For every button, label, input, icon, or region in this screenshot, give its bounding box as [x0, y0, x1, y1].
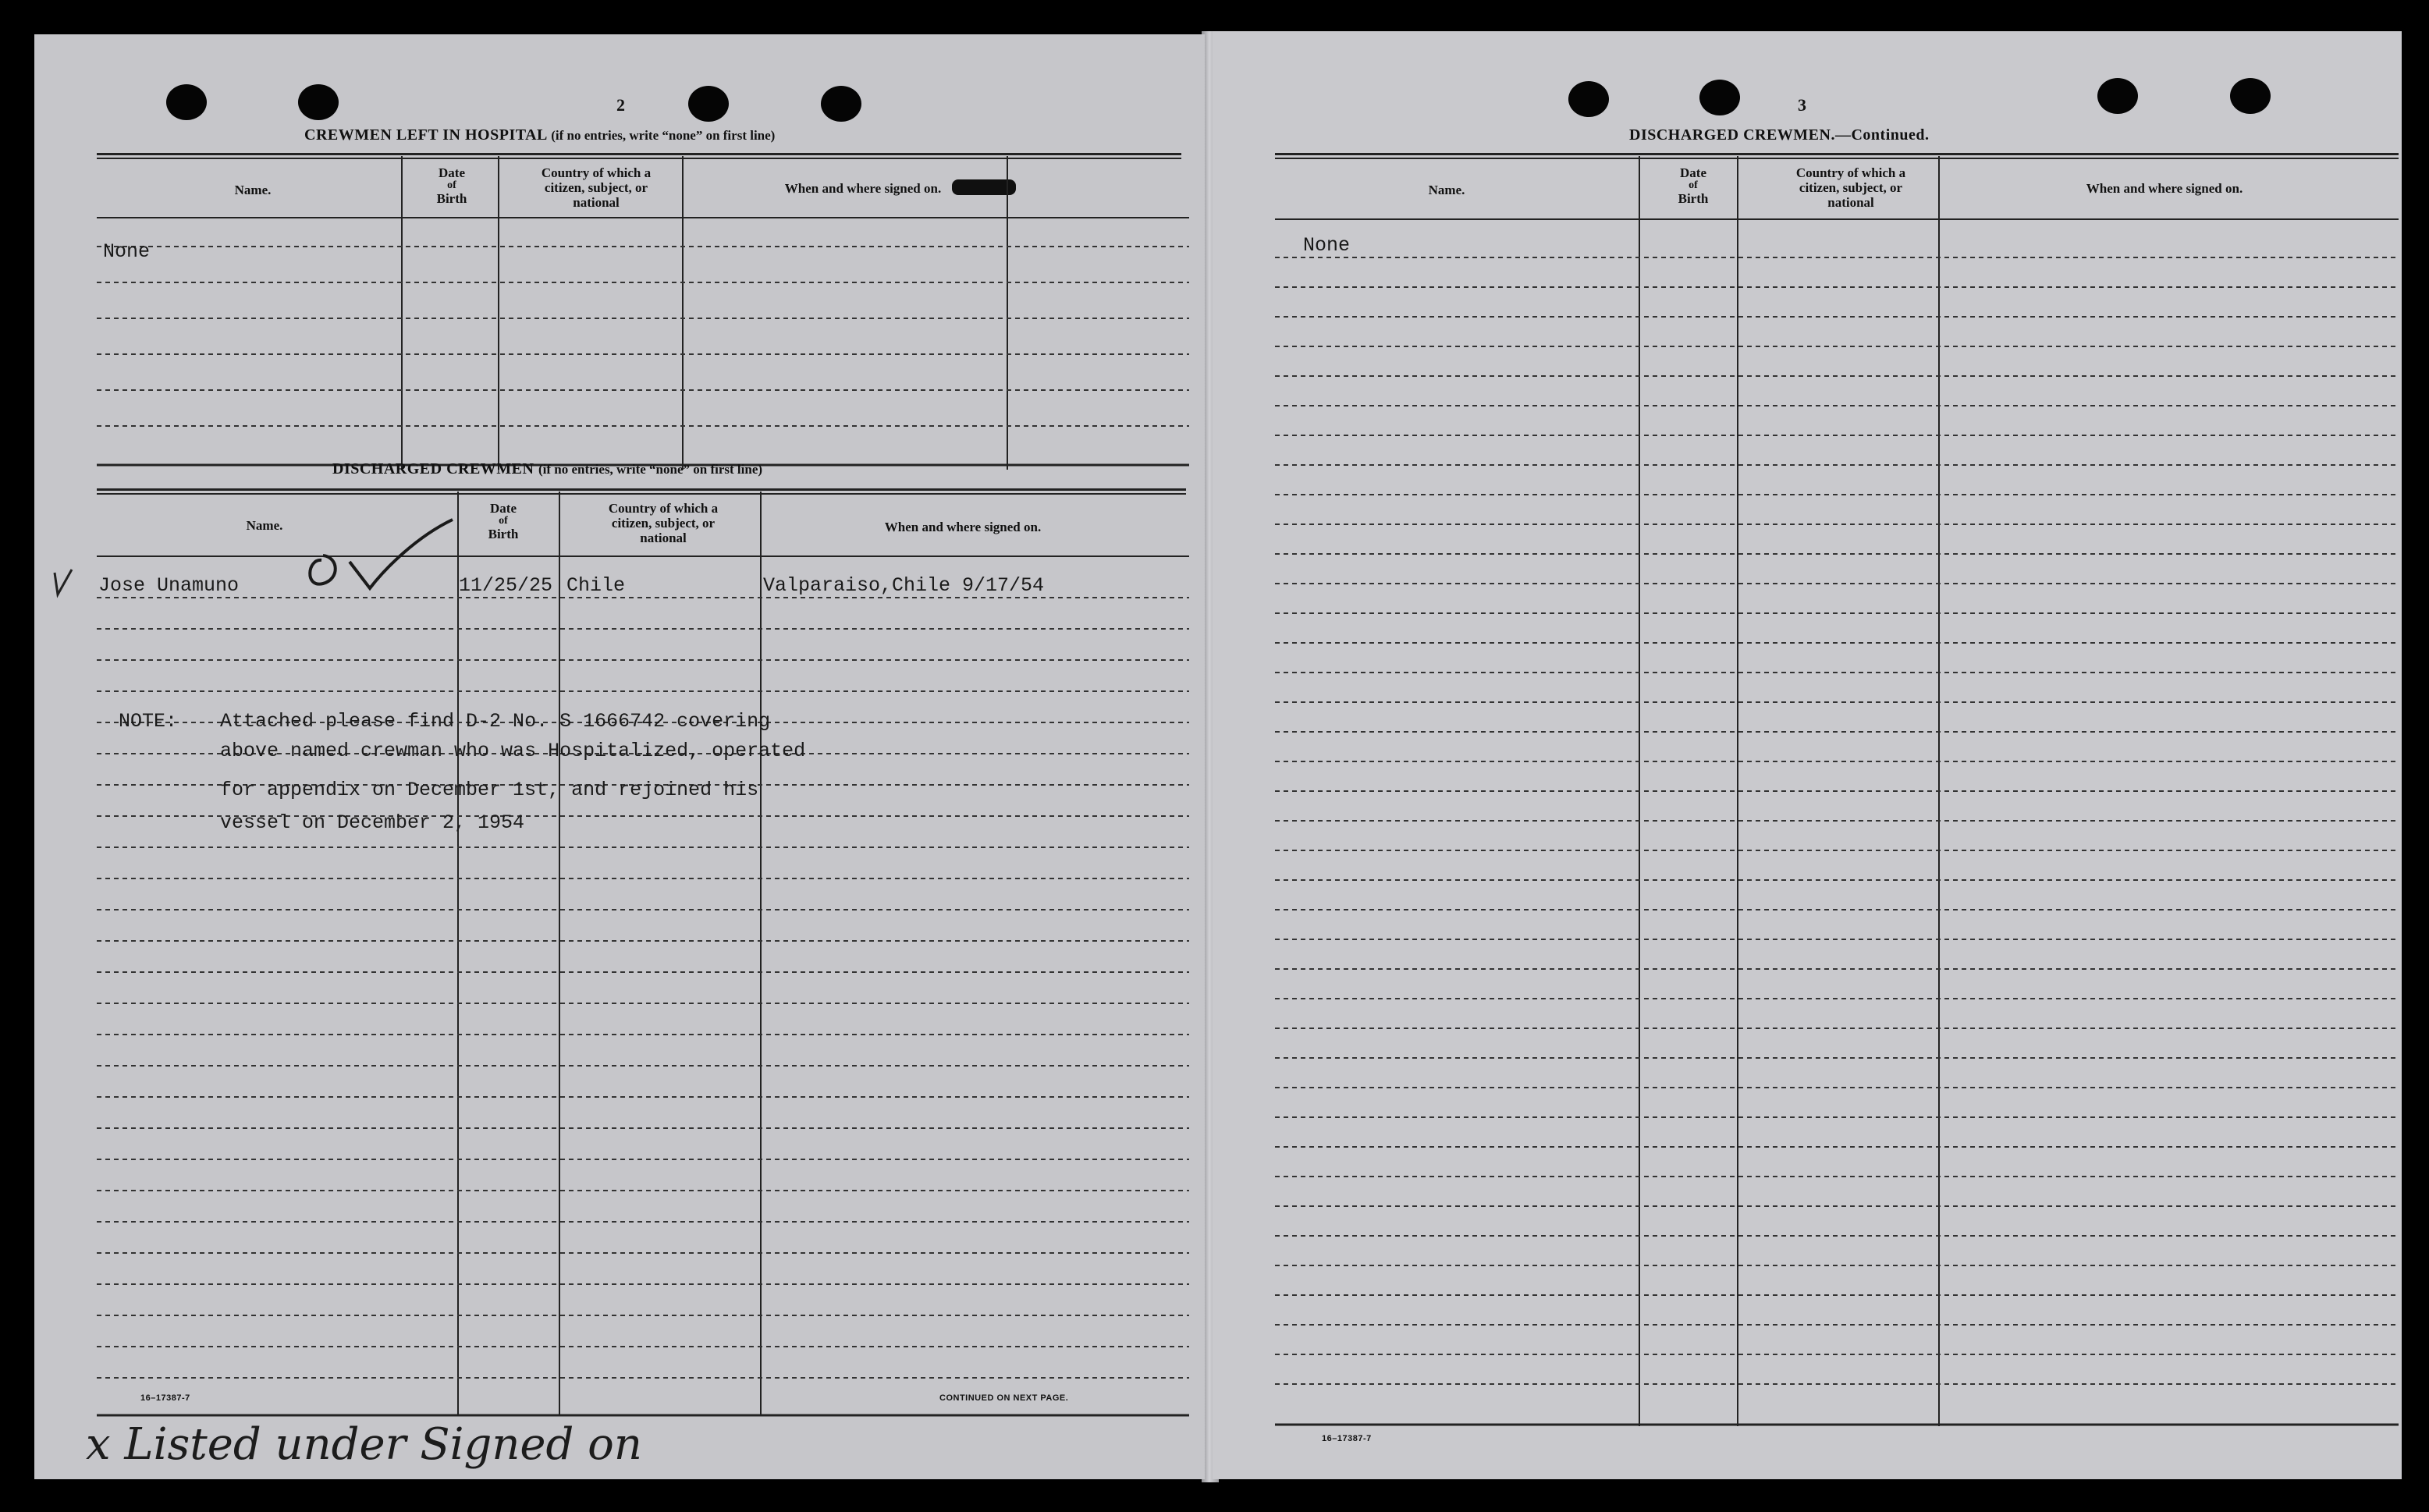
note-line: Attached please find D-2 No. S 1666742 covering [220, 710, 771, 733]
hospital-section-title: CREWMEN LEFT IN HOSPITAL (if no entries, write “none” on first line) [304, 126, 776, 144]
form-number: 16–17387-7 [1322, 1434, 1372, 1443]
hospital-table-top-rule [97, 153, 1181, 155]
page-number: 2 [616, 95, 625, 115]
note-line: vessel on December 2, 1954 [220, 811, 525, 834]
right-header-name: Name. [1428, 183, 1465, 197]
discharged-header-country: Country of which a citizen, subject, or national [608, 501, 719, 545]
right-table-top-rule [1275, 153, 2399, 155]
hospital-ruled-lines [97, 245, 1189, 471]
hospital-header-signed: When and where signed on. [784, 181, 942, 196]
right-header-dob: Date of Birth [1678, 165, 1709, 206]
punch-hole [1699, 80, 1740, 115]
discharged-section-title: DISCHARGED CREWMEN (if no entries, write “none” on first line) [332, 460, 763, 477]
punch-hole [298, 84, 339, 120]
crewman-signed-on: Valparaiso,Chile 9/17/54 [763, 574, 1045, 597]
right-header-signed: When and where signed on. [2086, 181, 2243, 196]
note-line: above named crewman who was Hospitalized, operated [220, 740, 806, 762]
handwritten-initials [300, 513, 463, 599]
punch-hole [166, 84, 207, 120]
handwritten-bottom-note [78, 1412, 890, 1475]
punch-hole [1568, 81, 1609, 117]
discharged-table-top-rule [97, 488, 1186, 491]
hospital-header-rule [97, 217, 1189, 218]
punch-hole [2230, 78, 2271, 114]
hospital-header-name: Name. [234, 183, 272, 197]
right-ruled-lines [1275, 256, 2399, 1434]
discharged-header-signed: When and where signed on. [884, 520, 1042, 534]
right-entry-none: None [1303, 234, 1351, 257]
hospital-entry-none: None [103, 240, 151, 263]
punch-hole [688, 86, 729, 122]
crewman-dob: 11/25/25 [459, 574, 553, 597]
continued-note: CONTINUED ON NEXT PAGE. [939, 1393, 1069, 1403]
discharged-header-dob: Date of Birth [488, 501, 519, 541]
punch-hole [821, 86, 861, 122]
discharged-continued-title: DISCHARGED CREWMEN.—Continued. [1629, 126, 1930, 144]
right-header-country: Country of which a citizen, subject, or national [1795, 165, 1906, 210]
right-page [1213, 31, 2402, 1479]
note-line: for appendix on December 1st, and rejoined his [220, 779, 759, 801]
left-page [34, 34, 1205, 1479]
hospital-header-country: Country of which a citizen, subject, or national [541, 165, 652, 210]
note-label: NOTE: [119, 710, 178, 733]
punch-hole [2097, 78, 2138, 114]
crewman-country: Chile [566, 574, 626, 597]
discharged-header-name: Name. [246, 518, 283, 533]
page-number: 3 [1798, 95, 1806, 115]
discharged-header-rule [97, 555, 1189, 557]
handwritten-check-mark [47, 565, 78, 604]
crewman-name: Jose Unamuno [98, 574, 240, 597]
right-header-rule [1275, 218, 2399, 220]
hospital-header-dob: Date of Birth [436, 165, 467, 206]
form-number: 16–17387-7 [140, 1393, 190, 1403]
svg-text:x Listed under Signed on: x Listed under Signed on [86, 1419, 642, 1470]
